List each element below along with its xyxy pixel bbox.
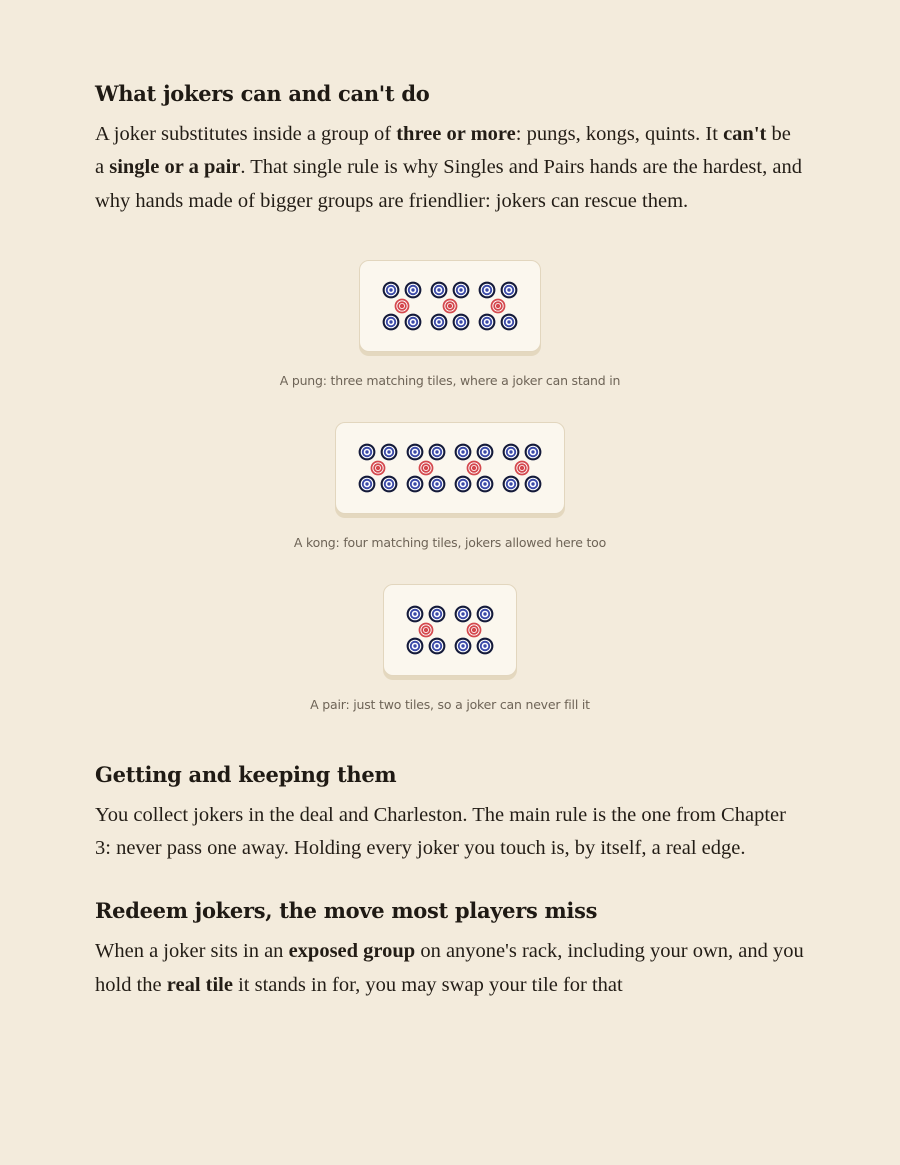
text-run: When a joker sits in an <box>95 940 289 963</box>
text-run: . That single rule is why Singles and Pairs hands are the hardest, and why hands made of bigger groups are friendlier: jokers can rescue them. <box>95 156 802 212</box>
paragraph-what-jokers <box>95 118 805 218</box>
five-dots-tile-icon <box>404 442 448 494</box>
caption-pung: A pung: three matching tiles, where a joker can stand in <box>279 372 621 388</box>
heading-getting-keeping: Getting and keeping them <box>95 761 397 787</box>
five-dots-tile-icon <box>356 442 400 494</box>
caption-kong: A kong: four matching tiles, jokers allowed here too <box>293 534 607 550</box>
caption-pair: A pair: just two tiles, so a joker can never fill it <box>310 696 590 712</box>
figure-pair <box>95 584 805 713</box>
five-dots-tile-icon <box>380 280 424 332</box>
tile-row-kong <box>335 422 565 514</box>
bold-text: real tile <box>166 973 233 996</box>
figure-pung <box>95 260 805 389</box>
bold-text: exposed group <box>288 940 416 963</box>
paragraph-redeem-jokers <box>95 935 805 1002</box>
five-dots-tile-icon <box>452 604 496 656</box>
five-dots-tile-icon <box>500 442 544 494</box>
text-run: on anyone's rack, including your own, and you hold the <box>95 940 804 996</box>
text-run: A joker substitutes inside a group of <box>95 123 397 145</box>
bold-text: single or a pair <box>109 156 241 179</box>
five-dots-tile-icon <box>428 280 472 332</box>
tile-row-pung <box>359 260 541 352</box>
heading-what-jokers: What jokers can and can't do <box>95 81 430 106</box>
five-dots-tile-icon <box>476 280 520 332</box>
article-content <box>95 78 805 1002</box>
text-run: : pungs, kongs, quints. It <box>515 123 724 145</box>
paragraph-getting-keeping <box>95 799 805 866</box>
figure-kong <box>95 422 805 551</box>
five-dots-tile-icon <box>452 442 496 494</box>
text-run: You collect jokers in the deal and Charleston. The main rule is the one from Chapter 3: never pass one away. Holding every joker you touch is, by itself, a real edge. <box>95 803 786 860</box>
heading-redeem-jokers: Redeem jokers, the move most players miss <box>95 898 598 924</box>
tile-row-pair <box>383 584 517 676</box>
five-dots-tile-icon <box>404 604 448 656</box>
bold-text: can't <box>723 123 767 145</box>
text-run: be a <box>95 123 791 179</box>
text-run: it stands in for, you may swap your tile for that <box>232 973 623 996</box>
bold-text: three or more <box>396 123 516 145</box>
